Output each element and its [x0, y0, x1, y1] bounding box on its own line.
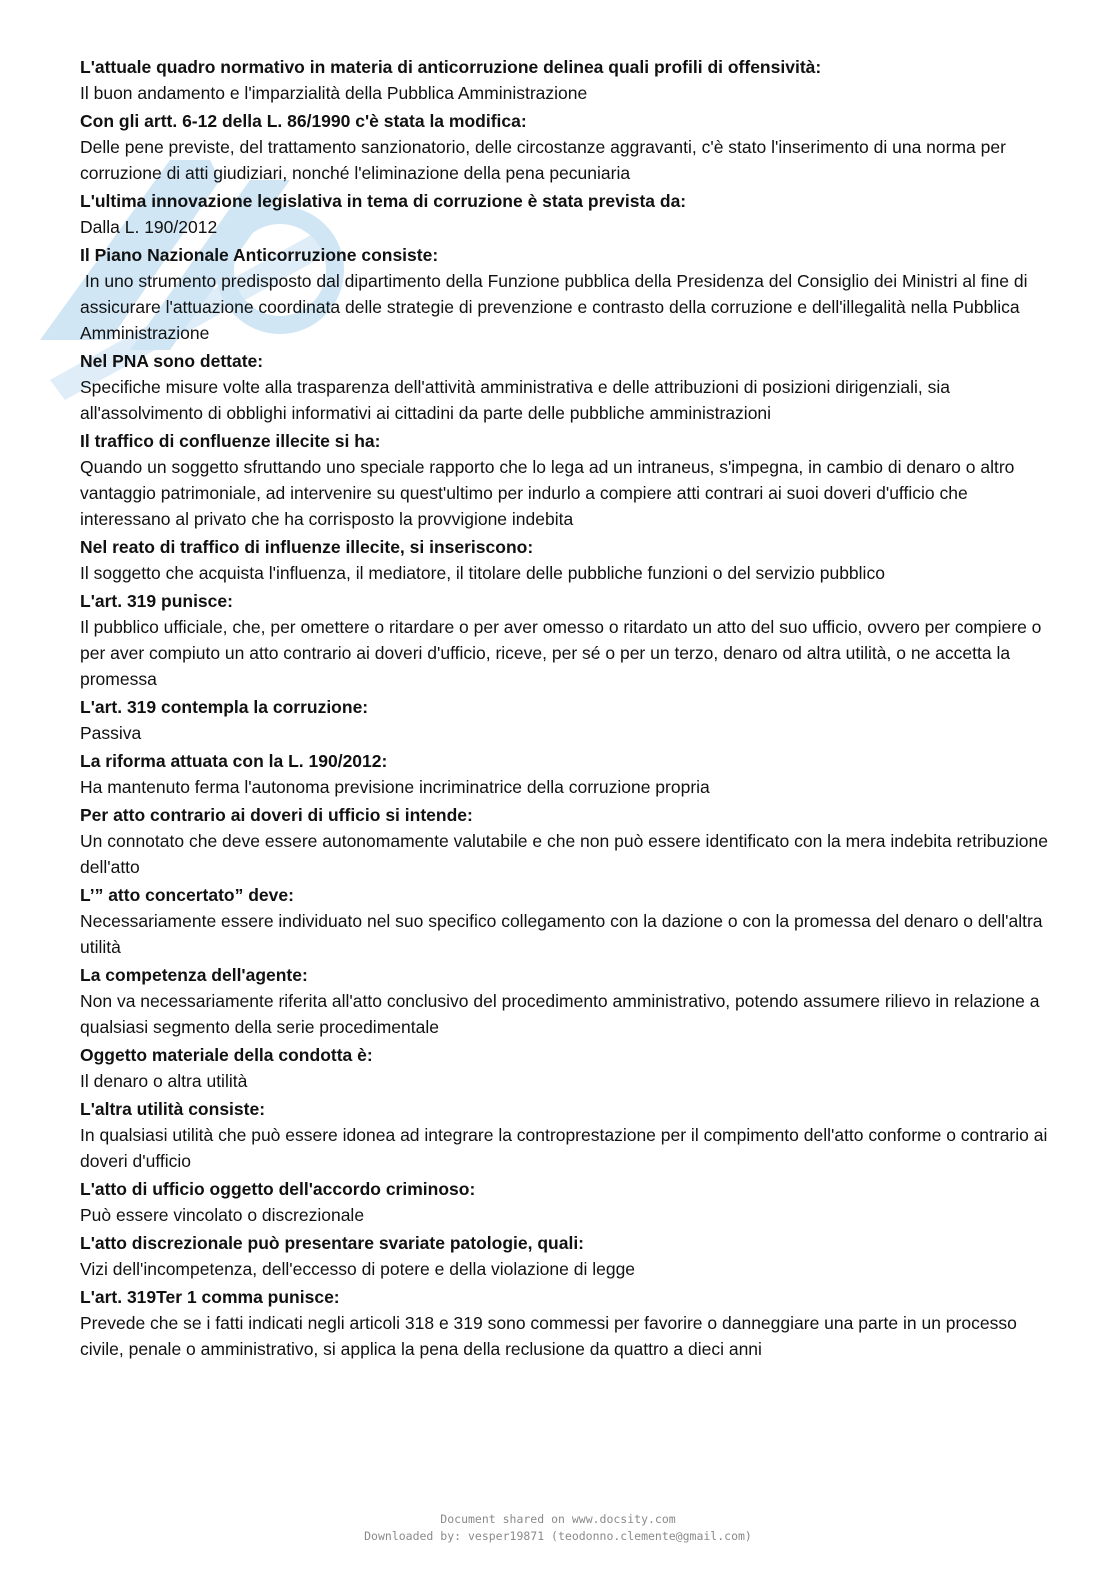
- question: L’” atto concertato” deve:: [80, 885, 294, 905]
- answer: Prevede che se i fatti indicati negli articoli 318 e 319 sono commessi per favorire o danneggiare una parte in un processo civile, penale o amministrativo, si applica la pena della reclusione da quattro a dieci anni: [80, 1313, 1022, 1359]
- question: Nel reato di traffico di influenze illecite, si inseriscono:: [80, 537, 534, 557]
- qa-item: [80, 428, 1050, 532]
- answer: In uno strumento predisposto dal dipartimento della Funzione pubblica della Presidenza del Consiglio dei Ministri al fine di assicurare l'attuazione coordinata delle strategie di prevenzione e contrasto della corruzione e dell'illegalità nella Pubblica Amministrazione: [80, 271, 1033, 343]
- question: Il Piano Nazionale Anticorruzione consiste:: [80, 245, 439, 265]
- qa-item: [80, 748, 1050, 800]
- qa-list: [80, 54, 1053, 1364]
- qa-item: [80, 348, 1050, 426]
- qa-item: [80, 1042, 1050, 1094]
- question: L'atto di ufficio oggetto dell'accordo criminoso:: [80, 1179, 476, 1199]
- question: Con gli artt. 6-12 della L. 86/1990 c'è stata la modifica:: [80, 111, 527, 131]
- answer: Necessariamente essere individuato nel suo specifico collegamento con la dazione o con la promessa del denaro o dell'altra utilità: [80, 911, 1048, 957]
- question: La riforma attuata con la L. 190/2012:: [80, 751, 388, 771]
- qa-item: [80, 882, 1050, 960]
- question: L'atto discrezionale può presentare svariate patologie, quali:: [80, 1233, 585, 1253]
- footer-downloaded: Downloaded by: vesper19871 (teodonno.clemente@gmail.com): [364, 1529, 752, 1543]
- question: L'art. 319Ter 1 comma punisce:: [80, 1287, 340, 1307]
- answer: Delle pene previste, del trattamento sanzionatorio, delle circostanze aggravanti, c'è stato l'inserimento di una norma per corruzione di atti giudiziari, nonché l'eliminazione della pena pecuniaria: [80, 137, 1011, 183]
- question: Nel PNA sono dettate:: [80, 351, 264, 371]
- qa-item: [80, 588, 1050, 692]
- answer: Specifiche misure volte alla trasparenza dell'attività amministrativa e delle attribuzioni di posizioni dirigenziali, sia all'assolvimento di obblighi informativi ai cittadini da parte delle pubbliche amministrazioni: [80, 377, 955, 423]
- footer-shared: Document shared on www.docsity.com: [440, 1512, 676, 1526]
- answer: Vizi dell'incompetenza, dell'eccesso di potere e della violazione di legge: [80, 1259, 636, 1279]
- answer: Quando un soggetto sfruttando uno speciale rapporto che lo lega ad un intraneus, s'impegna, in cambio di denaro o altro vantaggio patrimoniale, ad intervenire su quest'ultimo per indurlo a compiere atti contrari ai suoi doveri d'ufficio che interessano al privato che ha corrisposto la provvigione indebita: [80, 457, 1020, 529]
- question: La competenza dell'agente:: [80, 965, 308, 985]
- qa-item: [80, 188, 1050, 240]
- question: L'art. 319 punisce:: [80, 591, 233, 611]
- question: Il traffico di confluenze illecite si ha:: [80, 431, 381, 451]
- answer: Dalla L. 190/2012: [80, 217, 218, 237]
- question: Per atto contrario ai doveri di ufficio si intende:: [80, 805, 473, 825]
- qa-item: [80, 108, 1050, 186]
- answer: In qualsiasi utilità che può essere idonea ad integrare la controprestazione per il compimento dell'atto conforme o contrario ai doveri d'ufficio: [80, 1125, 1053, 1171]
- qa-item: [80, 534, 1050, 586]
- qa-item: [80, 694, 1050, 746]
- qa-item: [80, 242, 1050, 346]
- qa-item: [80, 1230, 1050, 1282]
- question: L'ultima innovazione legislativa in tema di corruzione è stata prevista da:: [80, 191, 687, 211]
- question: L'attuale quadro normativo in materia di anticorruzione delinea quali profili di offensività:: [80, 57, 822, 77]
- answer: Un connotato che deve essere autonomamente valutabile e che non può essere identificato con la mera indebita retribuzione dell'atto: [80, 831, 1053, 877]
- qa-item: [80, 1284, 1050, 1362]
- question: L'altra utilità consiste:: [80, 1099, 266, 1119]
- qa-item: [80, 54, 1050, 106]
- qa-item: [80, 802, 1053, 880]
- answer: Passiva: [80, 723, 142, 743]
- answer: Può essere vincolato o discrezionale: [80, 1205, 365, 1225]
- answer: Il pubblico ufficiale, che, per omettere o ritardare o per aver omesso o ritardato un atto del suo ufficio, ovvero per compiere o per aver compiuto un atto contrario ai doveri d'ufficio, riceve, per sé o per un terzo, denaro od altra utilità, o ne accetta la promessa: [80, 617, 1047, 689]
- answer: Il denaro o altra utilità: [80, 1071, 248, 1091]
- qa-item: [80, 1096, 1053, 1174]
- question: Oggetto materiale della condotta è:: [80, 1045, 373, 1065]
- answer: Il soggetto che acquista l'influenza, il mediatore, il titolare delle pubbliche funzioni o del servizio pubblico: [80, 563, 885, 583]
- question: L'art. 319 contempla la corruzione:: [80, 697, 369, 717]
- answer: Il buon andamento e l'imparzialità della Pubblica Amministrazione: [80, 83, 588, 103]
- qa-item: [80, 1176, 1050, 1228]
- answer: Ha mantenuto ferma l'autonoma previsione incriminatrice della corruzione propria: [80, 777, 710, 797]
- qa-item: [80, 962, 1050, 1040]
- answer: Non va necessariamente riferita all'atto conclusivo del procedimento amministrativo, potendo assumere rilievo in relazione a qualsiasi segmento della serie procedimentale: [80, 991, 1045, 1037]
